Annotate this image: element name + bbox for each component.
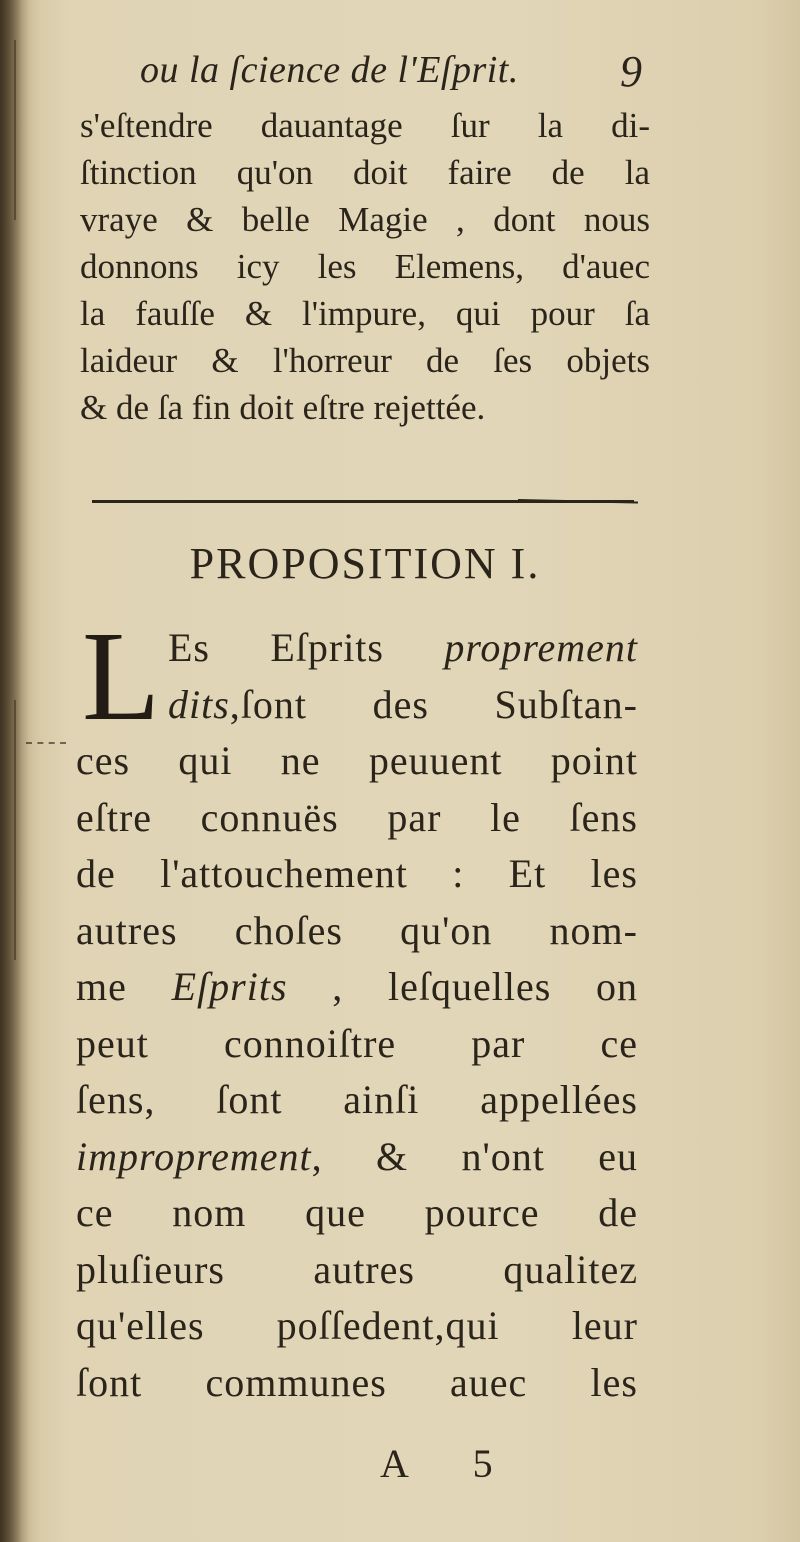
text-line: laideur & l'horreur de ſes objets — [80, 341, 650, 380]
text-line: qu'elles poſſedent,qui leur — [76, 1303, 638, 1348]
text-line — [76, 677, 638, 734]
page-number: 9 — [620, 47, 642, 96]
text-line: ces qui ne peuuent point — [76, 738, 638, 783]
text-line: s'eſtendre dauantage ſur la di- — [80, 106, 650, 145]
text-run: ,ſont des Subſtan- — [229, 681, 638, 727]
signature-mark: A 5 — [380, 1441, 521, 1486]
margin-mark — [26, 742, 66, 744]
text-run: , leſquelles on — [287, 964, 638, 1009]
intro-paragraph — [80, 102, 650, 431]
gutter-shadow — [14, 40, 16, 220]
text-line: de l'attouchement : Et les — [76, 851, 638, 896]
italic-run: improprement — [76, 1133, 312, 1179]
text-line: vraye & belle Magie , dont nous — [80, 200, 650, 239]
text-line: eſtre connuës par le ſens — [76, 794, 638, 840]
proposition-paragraph — [76, 605, 638, 1411]
text-run: Es Eſprits — [168, 625, 445, 670]
italic-run: proprement — [444, 625, 638, 670]
text-line: peut connoiſtre par ce — [76, 1020, 638, 1066]
gutter-shadow — [14, 700, 16, 960]
italic-run: Eſprits — [171, 964, 288, 1009]
text-line: autres choſes qu'on nom- — [76, 907, 638, 953]
text-line: la fauſſe & l'impure, qui pour ſa — [80, 294, 650, 333]
drop-cap: L — [82, 605, 161, 747]
text-line — [76, 620, 638, 677]
text-line — [76, 959, 638, 1016]
running-title: ou la ſcience de l'Eſprit. — [140, 49, 519, 91]
section-rule — [92, 500, 634, 503]
text-line: ce nom que pource de — [76, 1190, 638, 1235]
italic-run: dits — [168, 681, 230, 727]
text-line — [76, 1129, 638, 1186]
section-heading: PROPOSITION I. — [189, 539, 541, 588]
text-line: & de ſa fin doit eſtre rejettée. — [80, 388, 486, 427]
text-line: ſont communes auec les — [76, 1359, 638, 1405]
text-run: me — [76, 964, 172, 1009]
text-run: , & n'ont eu — [311, 1133, 638, 1179]
text-line: ſens, ſont ainſi appellées — [76, 1077, 638, 1122]
text-line: donnons icy les Elemens, d'auec — [80, 247, 650, 286]
text-line: ſtinction qu'on doit faire de la — [80, 153, 650, 192]
text-line: pluſieurs autres qualitez — [76, 1246, 638, 1292]
running-header — [140, 48, 660, 108]
